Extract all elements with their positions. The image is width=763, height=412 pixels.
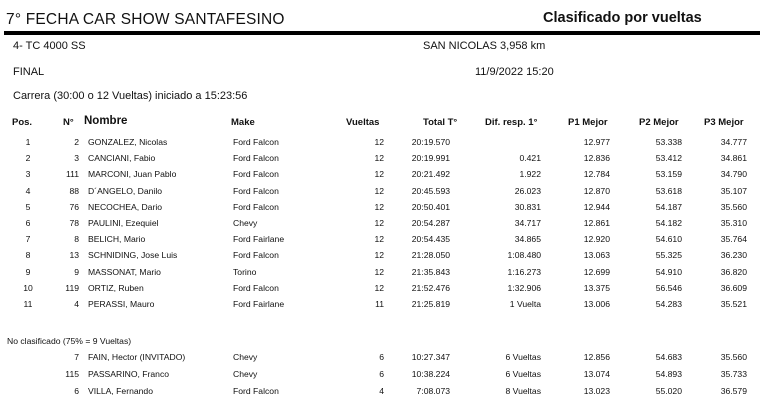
- cell-name: VILLA, Fernando: [88, 386, 153, 396]
- col-p2-best: P2 Mejor: [639, 117, 679, 128]
- cell-total-time: 20:19.991: [411, 153, 450, 164]
- cell-p3-best: 35.310: [720, 218, 747, 228]
- cell-gap: 1.922: [519, 169, 541, 180]
- cell-laps: 12: [374, 185, 384, 196]
- cell-p2-best: 54.187: [655, 201, 682, 212]
- cell-p1-best: 13.023: [583, 386, 610, 396]
- cell-name: GONZALEZ, Nicolas: [88, 137, 168, 147]
- cell-name: BELICH, Mario: [88, 234, 146, 245]
- cell-number: 111: [65, 169, 79, 180]
- col-name: Nombre: [84, 115, 128, 127]
- cell-pos: 11: [23, 299, 33, 309]
- cell-name: PAULINI, Ezequiel: [88, 218, 159, 228]
- table-row: [0, 267, 763, 283]
- cell-pos: 3: [25, 169, 31, 180]
- cell-name: ORTIZ, Ruben: [88, 282, 144, 293]
- cell-number: 7: [74, 352, 79, 362]
- cell-p2-best: 53.412: [655, 153, 682, 164]
- cell-p1-best: 12.870: [583, 185, 610, 196]
- cell-laps: 6: [379, 369, 384, 379]
- cell-p3-best: 35.560: [720, 352, 747, 362]
- cell-pos: 10: [23, 282, 33, 293]
- col-number: N°: [63, 117, 74, 128]
- cell-pos: 5: [25, 201, 31, 212]
- cell-gap: 1:16.273: [507, 266, 541, 277]
- cell-gap: 34.865: [514, 234, 541, 245]
- cell-p2-best: 54.910: [655, 266, 682, 277]
- cell-p2-best: 55.325: [655, 250, 682, 261]
- col-p1-best: P1 Mejor: [568, 117, 608, 128]
- cell-gap: 1:32.906: [507, 282, 541, 293]
- cell-name: PERASSI, Mauro: [88, 299, 155, 309]
- not-classified-label: No clasificado (75% = 9 Vueltas): [7, 336, 132, 346]
- cell-p1-best: 13.074: [583, 369, 610, 379]
- cell-gap: 6 Vueltas: [505, 352, 541, 362]
- cell-gap: 6 Vueltas: [505, 369, 541, 379]
- cell-p3-best: 36.579: [720, 386, 747, 396]
- cell-total-time: 21:35.843: [411, 266, 450, 277]
- col-laps: Vueltas: [346, 117, 380, 128]
- cell-laps: 12: [374, 234, 384, 245]
- cell-p1-best: 12.944: [583, 201, 610, 212]
- table-row: [0, 218, 763, 234]
- cell-laps: 11: [375, 299, 384, 309]
- cell-total-time: 20:21.492: [411, 169, 450, 180]
- cell-total-time: 10:38.224: [411, 369, 450, 379]
- cell-pos: 7: [25, 234, 31, 245]
- cell-p1-best: 12.977: [583, 137, 610, 147]
- col-pos: Pos.: [12, 117, 33, 128]
- table-row: [0, 169, 763, 185]
- cell-p1-best: 13.006: [583, 299, 610, 309]
- cell-make: Chevy: [233, 369, 258, 379]
- cell-p3-best: 34.777: [720, 137, 747, 147]
- cell-laps: 6: [379, 352, 384, 362]
- cell-make: Ford Falcon: [233, 185, 279, 196]
- cell-name: NECOCHEA, Dario: [88, 201, 163, 212]
- cell-p2-best: 53.159: [655, 169, 682, 180]
- cell-number: 8: [74, 234, 79, 245]
- cell-name: CANCIANI, Fabio: [88, 153, 156, 164]
- cell-gap: 0.421: [519, 153, 541, 164]
- cell-make: Ford Falcon: [233, 386, 279, 396]
- cell-number: 13: [69, 250, 79, 261]
- cell-name: D´ANGELO, Danilo: [88, 185, 163, 196]
- cell-total-time: 20:45.593: [411, 185, 450, 196]
- cell-pos: 8: [25, 250, 31, 261]
- cell-p1-best: 12.699: [583, 266, 610, 277]
- cell-p2-best: 54.610: [655, 234, 682, 245]
- cell-gap: 34.717: [514, 218, 541, 228]
- cell-p1-best: 12.856: [583, 352, 610, 362]
- cell-p1-best: 12.920: [583, 234, 610, 245]
- cell-total-time: 21:28.050: [411, 250, 450, 261]
- cell-p2-best: 54.683: [655, 352, 682, 362]
- cell-make: Ford Falcon: [233, 169, 279, 180]
- cell-p1-best: 12.861: [583, 218, 610, 228]
- cell-total-time: 7:08.073: [416, 386, 450, 396]
- report-title: Clasificado por vueltas: [543, 10, 702, 26]
- cell-p3-best: 35.521: [720, 299, 747, 309]
- cell-make: Ford Falcon: [233, 153, 279, 164]
- cell-name: MARCONI, Juan Pablo: [88, 169, 177, 180]
- cell-p3-best: 36.609: [720, 282, 747, 293]
- cell-make: Chevy: [233, 352, 258, 362]
- cell-gap: 30.831: [514, 201, 541, 212]
- cell-gap: 8 Vueltas: [505, 386, 541, 396]
- cell-laps: 12: [374, 266, 384, 277]
- cell-p2-best: 54.893: [655, 369, 682, 379]
- cell-make: Ford Falcon: [233, 282, 279, 293]
- table-row: [0, 202, 763, 218]
- cell-pos: 2: [25, 153, 31, 164]
- cell-name: PASSARINO, Franco: [88, 369, 170, 379]
- cell-total-time: 20:19.570: [411, 137, 450, 147]
- table-row: [0, 299, 763, 315]
- cell-p3-best: 35.733: [720, 369, 747, 379]
- cell-make: Ford Fairlane: [233, 234, 285, 245]
- col-gap: Dif. resp. 1°: [485, 117, 538, 128]
- cell-p1-best: 12.784: [583, 169, 610, 180]
- col-total-time: Total T°: [423, 117, 458, 128]
- cell-laps: 12: [374, 282, 384, 293]
- category-label: 4- TC 4000 SS: [13, 40, 86, 52]
- race-info: Carrera (30:00 o 12 Vueltas) iniciado a 15:23:56: [13, 90, 248, 102]
- cell-number: 9: [74, 266, 79, 277]
- col-p3-best: P3 Mejor: [704, 117, 744, 128]
- cell-p3-best: 35.107: [720, 185, 747, 196]
- cell-number: 6: [74, 386, 79, 396]
- cell-make: Ford Falcon: [233, 201, 279, 212]
- cell-number: 76: [69, 201, 79, 212]
- cell-p2-best: 54.182: [655, 218, 682, 228]
- cell-p2-best: 55.020: [655, 386, 682, 396]
- cell-total-time: 20:50.401: [411, 201, 450, 212]
- cell-p3-best: 34.861: [720, 153, 747, 164]
- cell-p1-best: 13.063: [583, 250, 610, 261]
- cell-p1-best: 13.375: [583, 282, 610, 293]
- table-row: [0, 186, 763, 202]
- cell-laps: 12: [374, 201, 384, 212]
- cell-make: Ford Falcon: [233, 137, 279, 147]
- cell-make: Ford Falcon: [233, 250, 279, 261]
- table-row: [0, 250, 763, 266]
- cell-total-time: 20:54.435: [411, 234, 450, 245]
- cell-make: Chevy: [233, 218, 258, 228]
- cell-gap: 1 Vuelta: [509, 299, 541, 309]
- table-row: [0, 369, 763, 385]
- cell-p2-best: 53.338: [655, 137, 682, 147]
- cell-laps: 12: [374, 218, 384, 228]
- circuit-label: SAN NICOLAS 3,958 km: [423, 40, 546, 52]
- cell-gap: 1:08.480: [507, 250, 541, 261]
- cell-p3-best: 36.820: [720, 266, 747, 277]
- cell-p1-best: 12.836: [583, 153, 610, 164]
- cell-laps: 12: [374, 153, 384, 164]
- cell-p3-best: 34.790: [720, 169, 747, 180]
- cell-laps: 12: [374, 169, 384, 180]
- cell-p2-best: 53.618: [655, 185, 682, 196]
- table-row: [0, 386, 763, 402]
- cell-pos: 6: [25, 218, 31, 228]
- cell-number: 3: [74, 153, 79, 164]
- cell-number: 115: [65, 369, 79, 379]
- table-row: [0, 234, 763, 250]
- cell-p3-best: 35.560: [720, 201, 747, 212]
- session-label: FINAL: [13, 66, 45, 78]
- cell-pos: 4: [25, 185, 31, 196]
- cell-total-time: 21:52.476: [411, 282, 450, 293]
- datetime-label: 11/9/2022 15:20: [475, 66, 554, 78]
- cell-p3-best: 35.764: [720, 234, 747, 245]
- cell-laps: 12: [374, 250, 384, 261]
- cell-laps: 12: [374, 137, 384, 147]
- cell-total-time: 10:27.347: [411, 352, 450, 362]
- cell-laps: 4: [379, 386, 384, 396]
- cell-name: FAIN, Hector (INVITADO): [88, 352, 186, 362]
- cell-number: 4: [74, 299, 79, 309]
- col-make: Make: [231, 117, 255, 128]
- table-row: [0, 137, 763, 153]
- cell-name: SCHNIDING, Jose Luis: [88, 250, 178, 261]
- cell-p3-best: 36.230: [720, 250, 747, 261]
- cell-number: 2: [74, 137, 79, 147]
- header-divider: [4, 31, 760, 35]
- table-row: [0, 153, 763, 169]
- cell-p2-best: 56.546: [655, 282, 682, 293]
- cell-name: MASSONAT, Mario: [88, 266, 161, 277]
- cell-make: Ford Fairlane: [233, 299, 285, 309]
- event-title: 7° FECHA CAR SHOW SANTAFESINO: [6, 11, 285, 28]
- cell-pos: 9: [25, 266, 31, 277]
- cell-number: 119: [65, 282, 79, 293]
- cell-number: 78: [69, 218, 79, 228]
- cell-number: 88: [69, 185, 79, 196]
- table-row: [0, 283, 763, 299]
- cell-pos: 1: [25, 137, 31, 147]
- cell-p2-best: 54.283: [655, 299, 682, 309]
- table-row: [0, 352, 763, 368]
- cell-make: Torino: [233, 266, 257, 277]
- cell-total-time: 20:54.287: [411, 218, 450, 228]
- cell-total-time: 21:25.819: [411, 299, 450, 309]
- cell-gap: 26.023: [514, 185, 541, 196]
